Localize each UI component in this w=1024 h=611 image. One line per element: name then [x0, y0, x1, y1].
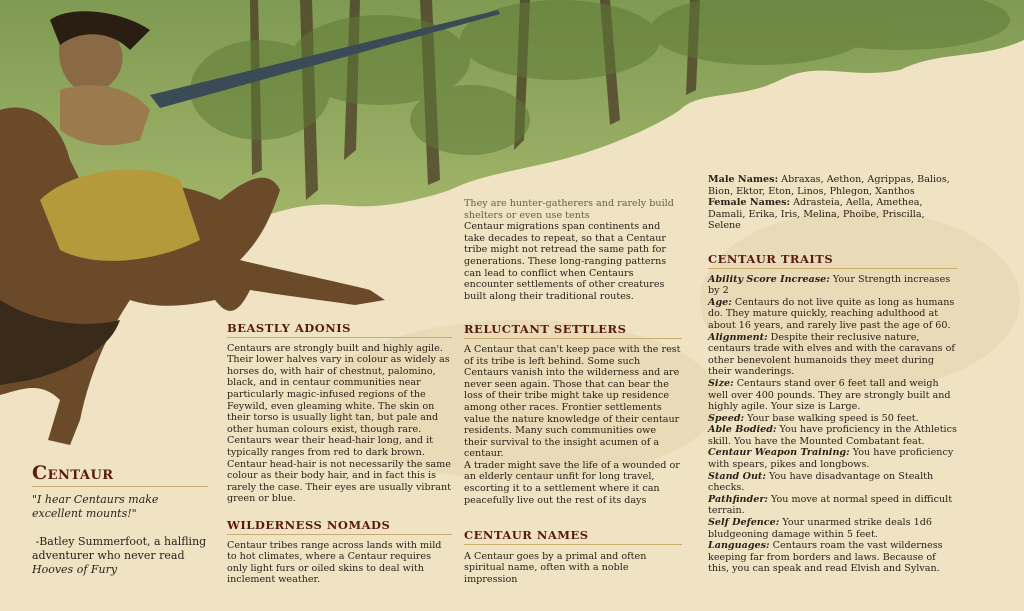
trait-label: Alignment: [708, 331, 768, 343]
trait-item [708, 471, 958, 494]
trait-label: Age: [708, 296, 732, 308]
trait-label: Stand Out: [708, 470, 766, 482]
trait-text: You move at normal speed in difficult terrain. [708, 493, 953, 517]
male-names-list: Abraxas, Aethon, Agrippas, Balios, Bion, Ektor, Eton, Linos, Phlegon, Xanthos [708, 174, 950, 197]
trait-text: Your Strength increases by 2 [708, 273, 951, 297]
trait-item [708, 274, 958, 297]
trait-text: You have disadvantage on Stealth checks. [708, 470, 934, 494]
heading-wilderness-nomads: WILDERNESS NOMADS [227, 520, 452, 535]
heading-centaur-names: CENTAUR NAMES [464, 530, 682, 545]
quote-book-title: Hooves of Fury [32, 563, 118, 576]
quote-attribution: -Batley Summerfoot, a halfling adventurer who never read [32, 535, 207, 562]
trait-text: Centaurs do not live quite as long as humans do. They mature quickly, reaching adulthood at about 16 years, and rarely live past the age of 60. [708, 296, 955, 331]
traits-list [708, 274, 958, 575]
male-names-label: Male Names: [708, 174, 779, 185]
male-names [708, 174, 958, 197]
trait-item [708, 424, 958, 447]
title-divider [32, 486, 208, 487]
heading-reluctant-settlers: RELUCTANT SETTLERS [464, 324, 682, 339]
trait-text: You have proficiency in the Athletics skill. You have the Mounted Combatant feat. [708, 424, 957, 447]
reluctant-settlers-text: A Centaur that can't keep pace with the rest of its tribe is left behind. Some such Centaurs vanish into the wilderness and are never seen again. Those that can bear the loss of their tribe might take up residence among other races. Frontier settlements value the nature knowledge of their centaur residents. Many such communities owe their survival to the insight acumen of a centaur. [464, 343, 681, 460]
centaur-names-text: A Centaur goes by a primal and often spiritual name, often with a noble impression [464, 550, 647, 586]
middle-intro-line: They are hunter-gatherers and rarely build shelters or even use tents [464, 198, 674, 221]
reluctant-settlers-text-2: A trader might save the life of a wounded or an elderly centaur unfit for long travel, escorting it to a settlement where it can peacefully live out the rest of its days [464, 459, 680, 506]
trait-item [708, 517, 958, 540]
heading-centaur-traits: CENTAUR TRAITS [708, 254, 958, 269]
trait-label: Size: [708, 377, 734, 389]
middle-migrations-text: Centaur migrations span continents and take decades to repeat, so that a Centaur tribe might not retread the same path for generations. These long-ranging patterns can lead to conflict when Centaurs encounter settlements of other creatures built along their traditional routes. [464, 221, 667, 302]
trait-label: Speed: [708, 412, 745, 424]
trait-text: Centaurs stand over 6 feet tall and weigh well over 400 pounds. They are strongly built and highly agile. Your size is Large. [708, 377, 951, 413]
trait-item [708, 447, 958, 470]
column-left [227, 323, 452, 586]
trait-label: Pathfinder: [708, 493, 768, 505]
trait-text: Despite their reclusive nature, centaurs trade with elves and with the caravans of other benevolent humanoids they meet during their wanderings. [708, 331, 955, 378]
trait-label: Able Bodied: [708, 424, 777, 436]
trait-text: You have proficiency with spears, pikes and longbows. [708, 447, 954, 471]
female-names-label: Female Names: [708, 197, 791, 209]
trait-item [708, 378, 958, 413]
wilderness-nomads-text: Centaur tribes range across lands with mild to hot climates, where a Centaur requires only light furs or oiled skins to deal with inclement weather. [227, 539, 442, 586]
heading-beastly-adonis: BEASTLY ADONIS [227, 323, 452, 338]
column-right [708, 174, 958, 575]
trait-item [708, 413, 958, 425]
trait-text: Your unarmed strike deals 1d6 bludgeoning damage within 5 feet. [708, 517, 932, 540]
trait-text: Centaurs roam the vast wilderness keeping far from borders and laws. Because of this, you can speak and read Elvish and Sylvan. [708, 540, 943, 575]
trait-item [708, 540, 958, 575]
female-names [708, 197, 958, 232]
trait-label: Languages: [708, 540, 770, 552]
trait-label: Self Defence: [708, 517, 780, 529]
trait-label: Centaur Weapon Training: [708, 447, 850, 459]
trait-text: Your base walking speed is 50 feet. [744, 412, 919, 424]
trait-label: Ability Score Increase: [708, 273, 830, 285]
female-names-list: Adrasteia, Aella, Amethea, Damali, Erika, Iris, Melina, Phoibe, Priscilla, Selene [708, 197, 925, 232]
flavor-quote [32, 493, 212, 577]
page-title: Centaur [32, 462, 114, 484]
trait-item [708, 332, 958, 378]
beastly-adonis-text: Centaurs are strongly built and highly agile. Their lower halves vary in colour as widely as horses do, with hair of chestnut, palomino, black, and in centaur communities near particularly magic-infused regions of the Feywild, even gleaming white. The skin on their torso is usually light tan, but pale and other human colours exist, though rare. Centaurs wear their head-hair long, and it typically ranges from red to dark brown. Centaur head-hair is not necessarily the same colour as their body hair, and in fact this is rarely the case. Their eyes are usually vibrant green or blue. [227, 342, 451, 505]
column-middle [464, 198, 682, 586]
trait-item [708, 297, 958, 332]
trait-item [708, 494, 958, 517]
quote-text: "I hear Centaurs make excellent mounts!" [32, 493, 159, 520]
